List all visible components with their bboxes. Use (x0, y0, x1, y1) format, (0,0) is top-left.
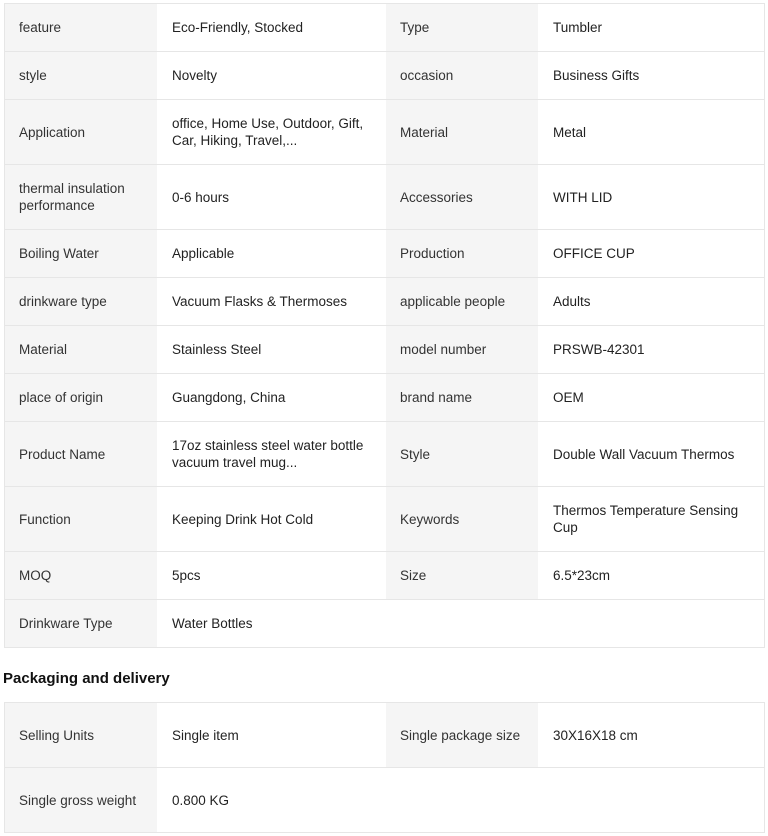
attribute-key: Keywords (386, 487, 538, 551)
attribute-key: drinkware type (5, 278, 157, 325)
table-row (5, 703, 764, 768)
table-row (5, 600, 764, 647)
attribute-key: Single gross weight (5, 768, 157, 832)
attribute-key: feature (5, 4, 157, 51)
attribute-value: Eco-Friendly, Stocked (157, 4, 386, 51)
attribute-value: Water Bottles (157, 600, 386, 647)
attribute-value: 0-6 hours (157, 165, 386, 229)
attribute-value: WITH LID (538, 165, 764, 229)
empty-cell (538, 768, 764, 832)
attribute-key: Function (5, 487, 157, 551)
attribute-value: 5pcs (157, 552, 386, 599)
section-title-packaging: Packaging and delivery (3, 670, 170, 687)
attribute-key: brand name (386, 374, 538, 421)
attribute-key: Accessories (386, 165, 538, 229)
attribute-key: place of origin (5, 374, 157, 421)
table-row (5, 165, 764, 230)
attribute-value: Applicable (157, 230, 386, 277)
attribute-key: Style (386, 422, 538, 486)
table-row (5, 230, 764, 278)
attribute-value: 17oz stainless steel water bottle vacuum travel mug... (157, 422, 386, 486)
attribute-key: applicable people (386, 278, 538, 325)
attribute-value: Single item (157, 703, 386, 767)
attribute-key: model number (386, 326, 538, 373)
table-row (5, 100, 764, 165)
attribute-key: Material (5, 326, 157, 373)
attribute-key: Application (5, 100, 157, 164)
table-row (5, 52, 764, 100)
attribute-value: Business Gifts (538, 52, 764, 99)
attribute-key: Size (386, 552, 538, 599)
attribute-value: Thermos Temperature Sensing Cup (538, 487, 764, 551)
attribute-key: Single package size (386, 703, 538, 767)
table-row (5, 768, 764, 832)
attribute-value: PRSWB-42301 (538, 326, 764, 373)
attribute-key: Product Name (5, 422, 157, 486)
attribute-value: OEM (538, 374, 764, 421)
attribute-value: office, Home Use, Outdoor, Gift, Car, Hiking, Travel,... (157, 100, 386, 164)
attribute-value: Adults (538, 278, 764, 325)
attribute-value: Tumbler (538, 4, 764, 51)
table-row (5, 374, 764, 422)
attribute-value: Stainless Steel (157, 326, 386, 373)
attribute-key: Selling Units (5, 703, 157, 767)
attribute-key: occasion (386, 52, 538, 99)
attribute-key: Type (386, 4, 538, 51)
attribute-value: Vacuum Flasks & Thermoses (157, 278, 386, 325)
table-row (5, 278, 764, 326)
packaging-table (4, 702, 765, 833)
attribute-value: 0.800 KG (157, 768, 386, 832)
table-row (5, 487, 764, 552)
attribute-value: Novelty (157, 52, 386, 99)
attribute-key: Material (386, 100, 538, 164)
attributes-table (4, 3, 765, 648)
attribute-value: Guangdong, China (157, 374, 386, 421)
attribute-key: thermal insulation performance (5, 165, 157, 229)
attribute-key: Production (386, 230, 538, 277)
attribute-key: style (5, 52, 157, 99)
empty-cell (386, 768, 538, 832)
empty-cell (538, 600, 764, 647)
attribute-value: Double Wall Vacuum Thermos (538, 422, 764, 486)
attribute-key: Boiling Water (5, 230, 157, 277)
attribute-value: Keeping Drink Hot Cold (157, 487, 386, 551)
empty-cell (386, 600, 538, 647)
attribute-value: OFFICE CUP (538, 230, 764, 277)
attribute-value: 6.5*23cm (538, 552, 764, 599)
table-row (5, 4, 764, 52)
attribute-key: Drinkware Type (5, 600, 157, 647)
attribute-key: MOQ (5, 552, 157, 599)
table-row (5, 422, 764, 487)
table-row (5, 552, 764, 600)
attribute-value: Metal (538, 100, 764, 164)
attribute-value: 30X16X18 cm (538, 703, 764, 767)
table-row (5, 326, 764, 374)
